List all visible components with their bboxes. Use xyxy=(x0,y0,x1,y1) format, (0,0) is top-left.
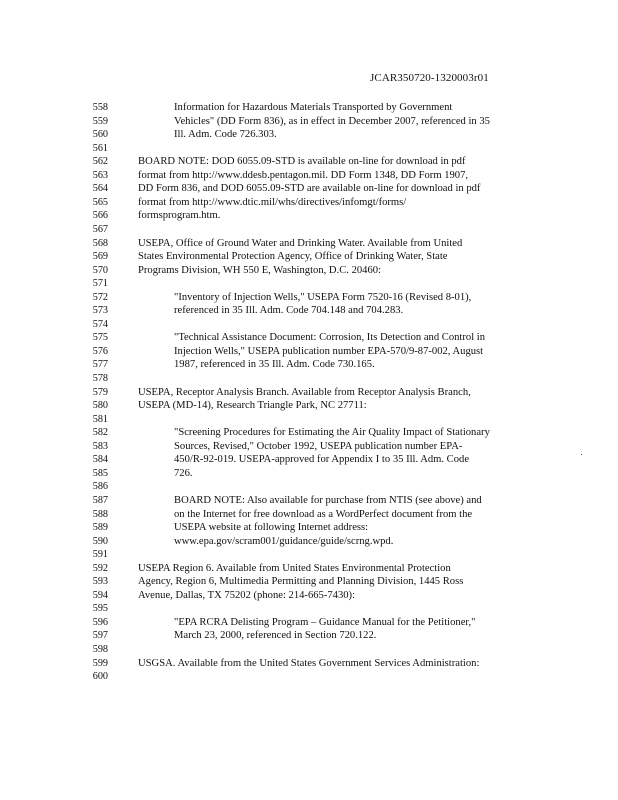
line-number: 582 xyxy=(92,427,108,439)
line-number: 573 xyxy=(92,305,108,317)
line-number: 589 xyxy=(92,522,108,534)
line-text: 450/R-92-019. USEPA-approved for Appendix I to 35 Ill. Adm. Code xyxy=(174,454,470,466)
line-text: USEPA, Office of Ground Water and Drinking Water. Available from United xyxy=(138,237,463,249)
document-line xyxy=(0,291,618,304)
line-number: 593 xyxy=(92,576,108,588)
line-text: BOARD NOTE: Also available for purchase from NTIS (see above) and xyxy=(174,494,482,506)
document-line xyxy=(0,467,618,480)
document-line xyxy=(0,643,618,656)
line-text: Sources, Revised," October 1992, USEPA publication number EPA- xyxy=(174,440,463,452)
document-line xyxy=(0,535,618,548)
document-line xyxy=(0,480,618,493)
line-number: 574 xyxy=(92,318,108,330)
document-line xyxy=(0,629,618,642)
line-text: DD Form 836, and DOD 6055.09-STD are available on-line for download in pdf xyxy=(138,183,481,195)
document-id-header: JCAR350720-1320003r01 xyxy=(370,72,489,84)
document-line xyxy=(0,169,618,182)
line-text: on the Internet for free download as a WordPerfect document from the xyxy=(174,508,473,520)
document-line xyxy=(0,115,618,128)
line-text: format from http://www.ddesb.pentagon.mil. DD Form 1348, DD Form 1907, xyxy=(138,169,469,181)
document-line xyxy=(0,562,618,575)
line-number: 559 xyxy=(92,115,108,127)
line-text: March 23, 2000, referenced in Section 720.122. xyxy=(174,630,377,642)
line-number: 566 xyxy=(92,210,108,222)
line-number: 570 xyxy=(92,264,108,276)
document-line xyxy=(0,399,618,412)
document-line xyxy=(0,440,618,453)
document-line xyxy=(0,155,618,168)
line-number: 586 xyxy=(92,481,108,493)
line-number: 591 xyxy=(92,549,108,561)
scan-speck xyxy=(581,454,582,455)
line-text: www.epa.gov/scram001/guidance/guide/scrng.wpd. xyxy=(174,535,394,547)
line-text: USEPA, Receptor Analysis Branch. Available from Receptor Analysis Branch, xyxy=(138,386,471,398)
line-number: 588 xyxy=(92,508,108,520)
document-line xyxy=(0,589,618,602)
line-text: Information for Hazardous Materials Transported by Government xyxy=(174,102,453,113)
document-line xyxy=(0,196,618,209)
document-line xyxy=(0,657,618,670)
line-number: 600 xyxy=(92,671,108,683)
line-number: 579 xyxy=(92,386,108,398)
line-text: Injection Wells," USEPA publication number EPA-570/9-87-002, August xyxy=(174,345,484,357)
document-line xyxy=(0,277,618,290)
line-text: States Environmental Protection Agency, Office of Drinking Water, State xyxy=(138,251,448,263)
line-number: 565 xyxy=(92,196,108,208)
document-line xyxy=(0,575,618,588)
document-line xyxy=(0,521,618,534)
line-text: USEPA (MD-14), Research Triangle Park, NC 27711: xyxy=(138,400,367,412)
document-line xyxy=(0,548,618,561)
line-number: 581 xyxy=(92,413,108,425)
line-number: 580 xyxy=(92,400,108,412)
document-line xyxy=(0,494,618,507)
line-text: "Inventory of Injection Wells," USEPA Form 7520-16 (Revised 8-01), xyxy=(174,291,472,303)
line-number: 592 xyxy=(92,562,108,574)
document-line xyxy=(0,670,618,683)
line-number: 599 xyxy=(92,657,108,669)
line-number: 561 xyxy=(92,142,108,154)
line-number: 590 xyxy=(92,535,108,547)
document-line xyxy=(0,250,618,263)
line-number: 597 xyxy=(92,630,108,642)
line-text: Avenue, Dallas, TX 75202 (phone: 214-665-7430): xyxy=(138,589,356,601)
document-line xyxy=(0,304,618,317)
document-line xyxy=(0,209,618,222)
line-text: formsprogram.htm. xyxy=(138,210,221,222)
line-text: USGSA. Available from the United States Government Services Administration: xyxy=(138,657,480,669)
line-number: 562 xyxy=(92,156,108,168)
document-line xyxy=(0,602,618,615)
line-text: USEPA website at following Internet address: xyxy=(174,522,369,534)
line-text: "Technical Assistance Document: Corrosion, Its Detection and Control in xyxy=(174,332,486,344)
document-line xyxy=(0,345,618,358)
line-number: 596 xyxy=(92,616,108,628)
line-number: 583 xyxy=(92,440,108,452)
document-line xyxy=(0,128,618,141)
line-text: USEPA Region 6. Available from United States Environmental Protection xyxy=(138,562,451,574)
document-line xyxy=(0,386,618,399)
line-number: 598 xyxy=(92,644,108,655)
line-number: 578 xyxy=(92,373,108,384)
document-line xyxy=(0,182,618,195)
line-number: 558 xyxy=(92,102,108,113)
line-text: 726. xyxy=(174,467,193,479)
line-number: 587 xyxy=(92,494,108,506)
document-line xyxy=(0,318,618,331)
document-line xyxy=(0,101,618,114)
line-text: referenced in 35 Ill. Adm. Code 704.148 and 704.283. xyxy=(174,305,404,317)
line-number: 569 xyxy=(92,251,108,263)
line-number: 575 xyxy=(92,332,108,344)
line-number: 595 xyxy=(92,603,108,615)
line-number: 564 xyxy=(92,183,108,195)
document-line xyxy=(0,331,618,344)
line-text: Ill. Adm. Code 726.303. xyxy=(174,129,277,141)
line-number: 572 xyxy=(92,291,108,303)
document-line xyxy=(0,223,618,236)
line-text: format from http://www.dtic.mil/whs/directives/infomgt/forms/ xyxy=(138,196,407,208)
line-number: 594 xyxy=(92,589,108,601)
line-number: 584 xyxy=(92,454,108,466)
line-number: 585 xyxy=(92,467,108,479)
line-number: 571 xyxy=(92,278,108,290)
line-text: BOARD NOTE: DOD 6055.09-STD is available on-line for download in pdf xyxy=(138,156,466,168)
document-line xyxy=(0,426,618,439)
document-line xyxy=(0,453,618,466)
line-number: 576 xyxy=(92,345,108,357)
line-number: 577 xyxy=(92,359,108,371)
line-number: 568 xyxy=(92,237,108,249)
document-line xyxy=(0,237,618,250)
document-line xyxy=(0,264,618,277)
document-line xyxy=(0,142,618,155)
line-number: 563 xyxy=(92,169,108,181)
line-text: Programs Division, WH 550 E, Washington, D.C. 20460: xyxy=(138,264,381,276)
line-text: 1987, referenced in 35 Ill. Adm. Code 730.165. xyxy=(174,359,375,371)
line-number: 560 xyxy=(92,129,108,141)
line-text: "EPA RCRA Delisting Program – Guidance Manual for the Petitioner," xyxy=(174,616,476,628)
document-line xyxy=(0,616,618,629)
document-line xyxy=(0,358,618,371)
line-number: 567 xyxy=(92,223,108,235)
line-text: Agency, Region 6, Multimedia Permitting and Planning Division, 1445 Ross xyxy=(138,576,464,588)
document-line xyxy=(0,508,618,521)
document-line xyxy=(0,372,618,385)
line-text: Vehicles" (DD Form 836), as in effect in December 2007, referenced in 35 xyxy=(174,115,490,127)
document-line xyxy=(0,413,618,426)
line-text: "Screening Procedures for Estimating the Air Quality Impact of Stationary xyxy=(174,427,490,439)
